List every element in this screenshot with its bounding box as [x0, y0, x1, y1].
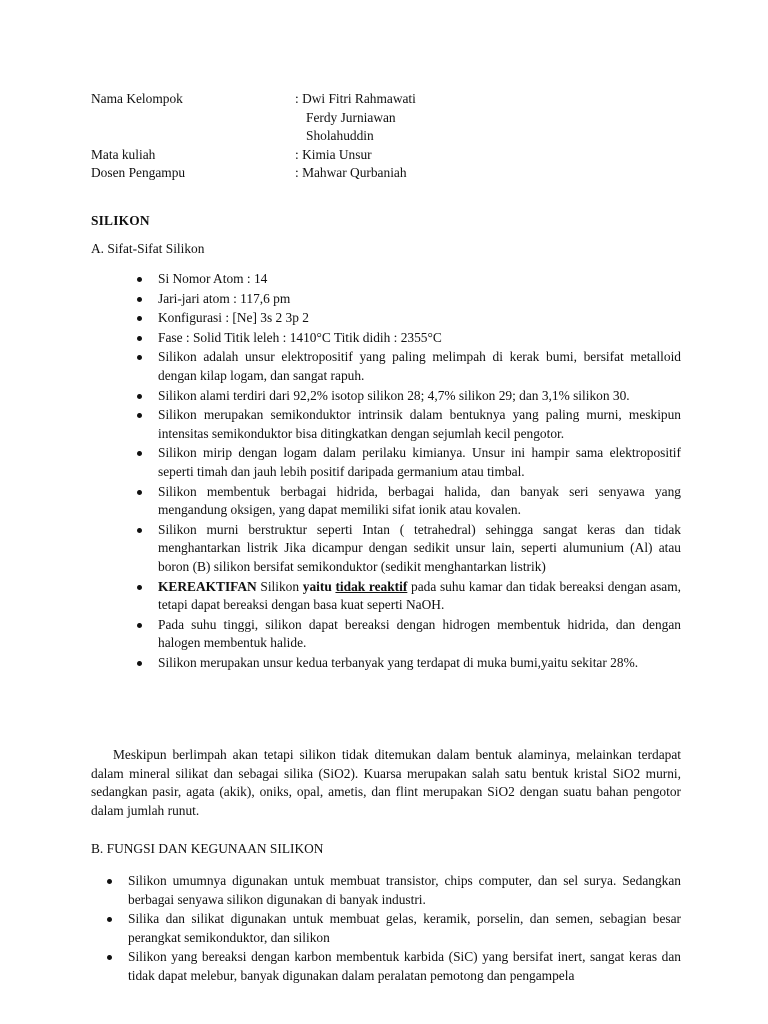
list-item: Fase : Solid Titik leleh : 1410°C Titik didih : 2355°C: [158, 329, 681, 348]
section-b-heading: B. FUNGSI DAN KEGUNAAN SILIKON: [91, 841, 324, 856]
info-value: : Dwi Fitri Rahmawati: [295, 91, 416, 106]
list-item: Pada suhu tinggi, silikon dapat bereaksi dengan hidrogen membentuk hidrida, dan dengan halogen membentuk halide.: [158, 616, 681, 653]
info-label: Nama Kelompok: [91, 91, 183, 106]
list-item: Silikon merupakan semikonduktor intrinsik dalam bentuknya yang paling murni, meskipun intensitas semikonduktor bisa ditingkatkan dengan sejumlah kecil pengotor.: [158, 406, 681, 443]
reactivity-text-rest: pada suhu kamar dan tidak bereaksi dengan asam, tetapi dapat bereaksi dengan basa kuat seperti NaOH.: [158, 578, 682, 613]
info-label: Dosen Pengampu: [91, 165, 186, 181]
list-item: Konfigurasi : [Ne] 3s 2 3p 2: [158, 309, 681, 328]
info-label: Mata kuliah: [91, 146, 156, 162]
info-value: : Mahwar Qurbaniah: [295, 165, 407, 181]
list-item: Silikon alami terdiri dari 92,2% isotop silikon 28; 4,7% silikon 29; dan 3,1% silikon 30.: [158, 387, 681, 406]
properties-list: [158, 270, 681, 673]
list-item: Silikon mirip dengan logam dalam perilaku kimianya. Unsur ini hampir sama elektropositif seperti timah dan jauh lebih positif daripada germanium atau timbal.: [158, 444, 681, 481]
list-item: Silikon murni berstruktur seperti Intan ( tetrahedral) sehingga sangat keras dan tidak menghantarkan listrik Jika dicampur dengan sedikit unsur lain, seperti alumunium (Al) atau boron (B) silikon bersifat semikonduktor (sedikit menghantarkan listrik): [158, 521, 681, 577]
list-item: Si Nomor Atom : 14: [158, 270, 681, 289]
reactivity-text: Silikon: [256, 578, 303, 594]
reactivity-yaitu: yaitu: [302, 578, 336, 594]
info-value: : Kimia Unsur: [295, 146, 372, 162]
info-value: Ferdy Jurniawan: [306, 109, 396, 125]
section-a-heading: A. Sifat-Sifat Silikon: [91, 241, 205, 256]
body-paragraph: Meskipun berlimpah akan tetapi silikon tidak ditemukan dalam bentuk alaminya, melainkan terdapat dalam mineral silikat dan sebagai silika (SiO2). Kuarsa merupakan salah satu bentuk kristal SiO2 murni, sedangkan pasir, agata (akik), oniks, opal, ametis, dan flint merupakan SiO2 dengan suatu bahan pengotor dalam jumlah runut.: [91, 747, 681, 818]
reactivity-emphasis: [335, 579, 407, 594]
list-item: Silikon membentuk berbagai hidrida, berbagai halida, dan banyak seri senyawa yang mengandung oksigen, yang dapat memiliki sifat ionik atau kovalen.: [158, 483, 681, 520]
reactivity-keyword: KEREAKTIFAN: [158, 578, 257, 594]
list-item: Jari-jari atom : 117,6 pm: [158, 290, 681, 309]
list-item-reactivity: [158, 578, 681, 615]
list-item: Silikon adalah unsur elektropositif yang paling melimpah di kerak bumi, bersifat metalloid dengan kilap logam, dan sangat rapuh.: [158, 348, 681, 385]
list-item: Silikon merupakan unsur kedua terbanyak yang terdapat di muka bumi,yaitu sekitar 28%.: [158, 654, 681, 673]
list-item: Silika dan silikat digunakan untuk membuat gelas, keramik, porselin, dan semen, sebagian besar perangkat semikonduktor, dan silikon: [128, 910, 681, 947]
info-value: Sholahuddin: [306, 128, 374, 144]
list-item: Silikon umumnya digunakan untuk membuat transistor, chips computer, dan sel surya. Sedangkan berbagai senyawa silikon digunakan di banyak industri.: [128, 872, 681, 909]
document-title: SILIKON: [91, 213, 150, 228]
reactivity-underline: tidak reaktif: [335, 578, 408, 594]
list-item: Silikon yang bereaksi dengan karbon membentuk karbida (SiC) yang bersifat inert, sangat keras dan tidak dapat melebur, banyak digunakan dalam peralatan pemotong dan pengampela: [128, 948, 681, 985]
uses-list: [128, 872, 681, 987]
